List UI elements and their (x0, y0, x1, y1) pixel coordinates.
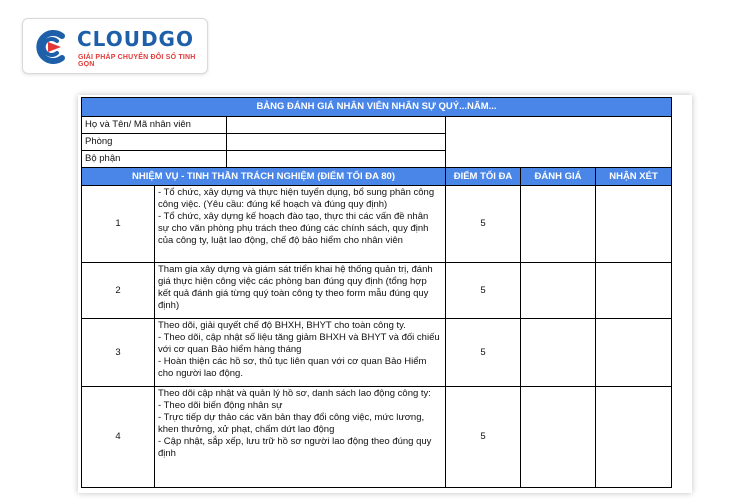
header-max-score: ĐIỂM TỐI ĐA (446, 168, 521, 186)
table-row (82, 319, 672, 387)
info-label-name: Họ và Tên/ Mã nhân viên (82, 117, 227, 134)
row-number: 3 (82, 319, 155, 387)
header-task: NHIỆM VỤ - TINH THẦN TRÁCH NGHIỆM (ĐIỂM TỐI ĐA 80) (82, 168, 446, 186)
logo-tagline: GIẢI PHÁP CHUYỂN ĐỔI SỐ TINH GỌN (78, 54, 196, 68)
task-description: Theo dõi cập nhật và quản lý hồ sơ, danh sách lao động công ty: - Theo dõi biến động nhân sự - Trực tiếp dự thảo các văn bản thay đổi công việc, mức lương, khen thưởng, xử phạt, chấm dứt lao động - Cập nhật, sắp xếp, lưu trữ hồ sơ người lao động theo đúng quy định (155, 387, 446, 488)
comment-cell[interactable] (596, 186, 672, 263)
info-value-department[interactable] (227, 134, 446, 151)
max-score-cell: 5 (446, 186, 521, 263)
rating-cell[interactable] (521, 387, 596, 488)
info-value-division[interactable] (227, 151, 446, 168)
evaluation-table (81, 97, 672, 488)
header-comment: NHẬN XÉT (596, 168, 672, 186)
row-number: 2 (82, 263, 155, 319)
max-score-cell: 5 (446, 263, 521, 319)
logo (22, 18, 208, 74)
task-description: Tham gia xây dựng và giám sát triển khai hệ thống quản trị, đánh giá thực hiện công việc các phòng ban đúng quy định (tổng hợp kết quả đánh giá từng quý toàn công ty theo form mẫu đúng quy định) (155, 263, 446, 319)
header-rating: ĐÁNH GIÁ (521, 168, 596, 186)
max-score-cell: 5 (446, 387, 521, 488)
task-description: Theo dõi, giải quyết chế độ BHXH, BHYT cho toàn công ty. - Theo dõi, cập nhật số liệu tăng giảm BHXH và BHYT và đối chiếu với cơ quan Bảo hiểm hàng tháng - Hoàn thiện các hồ sơ, thủ tục liên quan với cơ quan Bảo Hiểm cho người lao động. (155, 319, 446, 387)
evaluation-sheet (78, 95, 692, 493)
info-label-department: Phòng (82, 134, 227, 151)
comment-cell[interactable] (596, 263, 672, 319)
rating-cell[interactable] (521, 319, 596, 387)
row-number: 1 (82, 186, 155, 263)
table-row (82, 263, 672, 319)
comment-cell[interactable] (596, 387, 672, 488)
info-value-name[interactable] (227, 117, 446, 134)
table-row (82, 387, 672, 488)
info-label-division: Bộ phận (82, 151, 227, 168)
comment-cell[interactable] (596, 319, 672, 387)
table-row (82, 186, 672, 263)
max-score-cell: 5 (446, 319, 521, 387)
task-description: - Tổ chức, xây dựng và thực hiện tuyển dụng, bổ sung phân công công việc. (Yêu cầu: đúng kế hoạch và đúng quy định) - Tổ chức, xây dựng kế hoạch đào tạo, thực thi các vấn đề nhân sự cho văn phòng phụ trách theo đúng các chính sách, quy định của công ty, luật lao động, chế độ bảo hiểm cho nhân viên (155, 186, 446, 263)
cloudgo-logo-icon (32, 28, 70, 66)
row-number: 4 (82, 387, 155, 488)
logo-name: CLOUDGO (77, 27, 194, 51)
info-blank-area (446, 117, 672, 168)
rating-cell[interactable] (521, 263, 596, 319)
rating-cell[interactable] (521, 186, 596, 263)
sheet-title: BẢNG ĐÁNH GIÁ NHÂN VIÊN NHÂN SỰ QUÝ...NĂM... (82, 98, 672, 117)
